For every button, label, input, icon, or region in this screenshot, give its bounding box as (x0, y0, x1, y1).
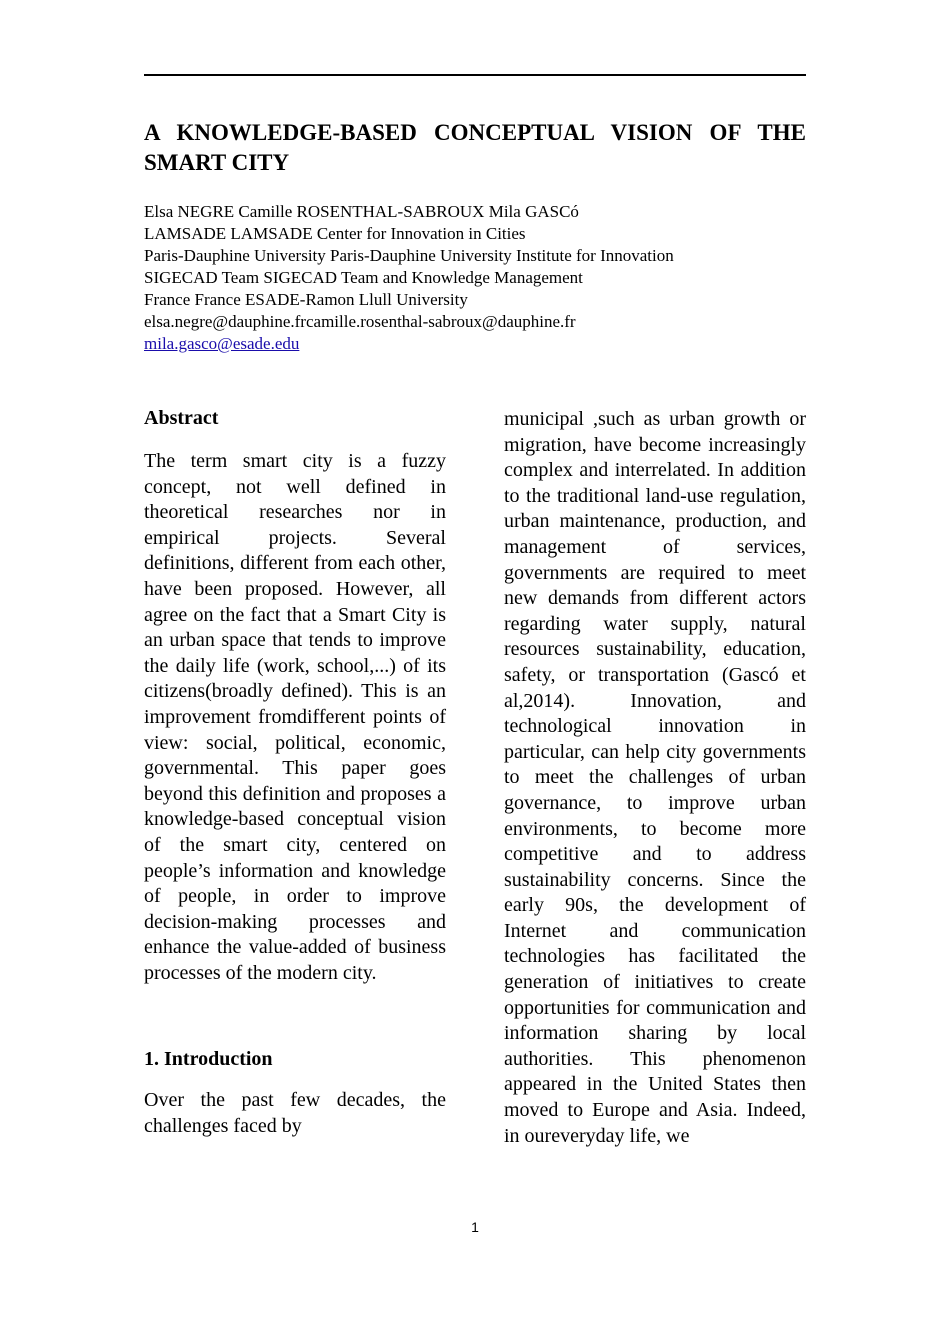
header-rule (144, 74, 806, 76)
author-names: Elsa NEGRE Camille ROSENTHAL-SABROUX Mila GASCó (144, 202, 579, 221)
introduction-text-right: municipal ,such as urban growth or migration, have become increasingly complex and interrelated. In addition to the traditional land-use regulation, urban maintenance, production, and management of services, governments are required to meet new demands from different actors regarding water supply, natural resources sustainability, education, safety, or transportation (Gascó et al,2014). Innovation, and technological innovation in particular, can help city governments to meet the challenges of urban governance, to improve urban environments, to become more competitive and to address sustainability concerns. Since the early 90s, the development of Internet and communication technologies has facilitated the generation of initiatives to create opportunities for communication and information sharing by local authorities. This phenomenon appeared in the United States then moved to Europe and Asia. Indeed, in oureveryday life, we (504, 408, 806, 1147)
introduction-heading: 1. Introduction (144, 1048, 273, 1071)
abstract-heading: Abstract (144, 407, 219, 429)
author-labs: LAMSADE LAMSADE Center for Innovation in Cities (144, 224, 526, 243)
paper-title: A KNOWLEDGE-BASED CONCEPTUAL VISION OF THE SMART CITY (144, 120, 806, 175)
author-block (144, 201, 806, 355)
author-emails: elsa.negre@dauphine.frcamille.rosenthal-sabroux@dauphine.fr (144, 312, 576, 331)
author-countries: France France ESADE-Ramon Llull University (144, 290, 468, 309)
right-column (504, 407, 806, 1149)
email-link[interactable]: mila.gasco@esade.edu (144, 334, 300, 353)
introduction-text-left: Over the past few decades, the challenges faced by (144, 1089, 446, 1138)
author-universities: Paris-Dauphine University Paris-Dauphine University Institute for Innovation (144, 246, 674, 265)
author-teams: SIGECAD Team SIGECAD Team and Knowledge Management (144, 268, 583, 287)
left-column (144, 406, 446, 1140)
page-number: 1 (471, 1219, 479, 1235)
abstract-text: The term smart city is a fuzzy concept, not well defined in theoretical researches nor in empirical projects. Several definitions, different from each other, have been proposed. However, all agree on the fact that a Smart City is an urban space that tends to improve the daily life (work, school,...) of its citizens(broadly defined). This is an improvement fromdifferent points of view: social, political, economic, governmental. This paper goes beyond this definition and proposes a knowledge-based conceptual vision of the smart city, centered on people’s information and knowledge of people, in order to improve decision-making processes and enhance the value-added of business processes of the modern city. (144, 450, 446, 984)
